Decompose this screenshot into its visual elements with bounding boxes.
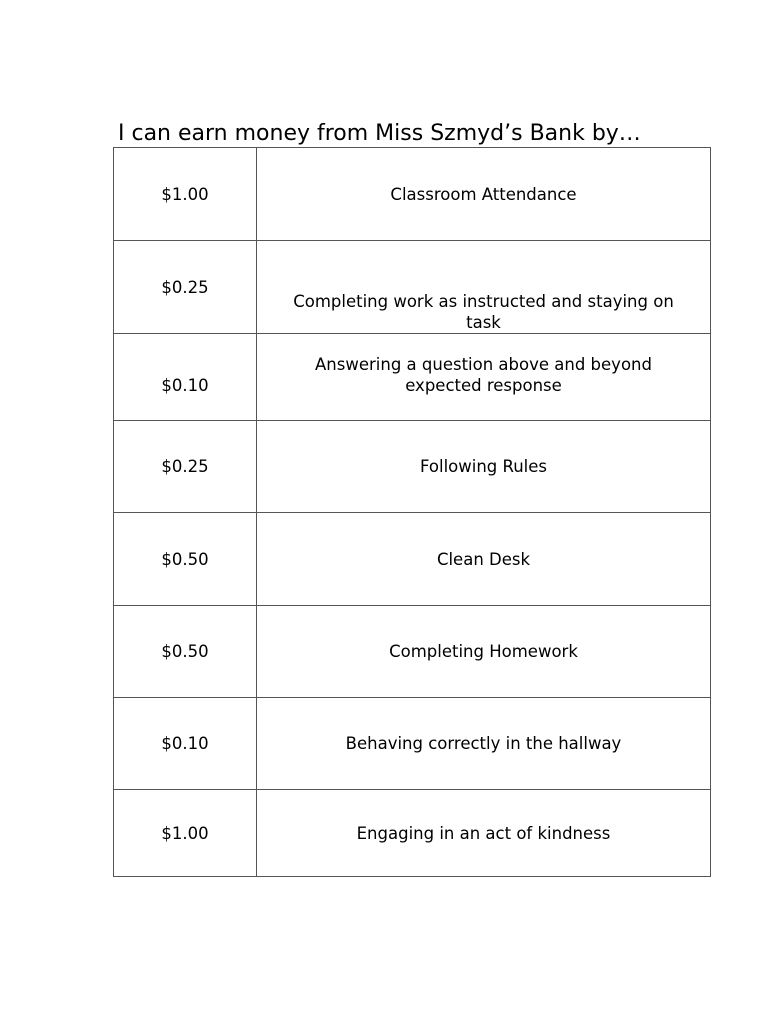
table-row [114, 334, 711, 421]
activity-text: Answering a question above and beyond expected response [315, 355, 652, 395]
table-row [114, 148, 711, 241]
amount-cell [114, 698, 257, 790]
amount-value: $0.25 [161, 457, 209, 476]
table-row [114, 421, 711, 513]
table-row [114, 790, 711, 877]
activity-cell [257, 241, 711, 334]
amount-value: $0.50 [161, 642, 209, 661]
amount-value: $1.00 [161, 184, 209, 204]
amount-value: $1.00 [161, 823, 209, 843]
amount-cell [114, 513, 257, 606]
activity-cell [257, 148, 711, 241]
amount-cell [114, 421, 257, 513]
amount-value: $0.50 [161, 549, 209, 569]
activity-cell [257, 790, 711, 877]
amount-cell [114, 148, 257, 241]
earnings-table [113, 147, 711, 877]
activity-cell [257, 421, 711, 513]
activity-text: Completing work as instructed and staying on task [293, 292, 674, 332]
table-row [114, 698, 711, 790]
amount-cell [114, 790, 257, 877]
activity-text: Classroom Attendance [390, 184, 577, 204]
table-row [114, 606, 711, 698]
page-title: I can earn money from Miss Szmyd’s Bank by… [118, 121, 641, 146]
activity-text: Behaving correctly in the hallway [345, 734, 622, 753]
activity-text: Following Rules [419, 457, 548, 476]
activity-cell [257, 513, 711, 606]
amount-value: $0.25 [161, 277, 209, 297]
activity-cell [257, 334, 711, 421]
amount-cell [114, 334, 257, 421]
activity-cell [257, 606, 711, 698]
activity-text: Completing Homework [389, 642, 578, 661]
amount-value: $0.10 [161, 376, 209, 395]
activity-text: Engaging in an act of kindness [356, 823, 611, 843]
table-row [114, 513, 711, 606]
table-row [114, 241, 711, 334]
activity-cell [257, 698, 711, 790]
activity-text: Clean Desk [436, 549, 531, 569]
amount-cell [114, 606, 257, 698]
amount-value: $0.10 [161, 734, 209, 753]
amount-cell [114, 241, 257, 334]
